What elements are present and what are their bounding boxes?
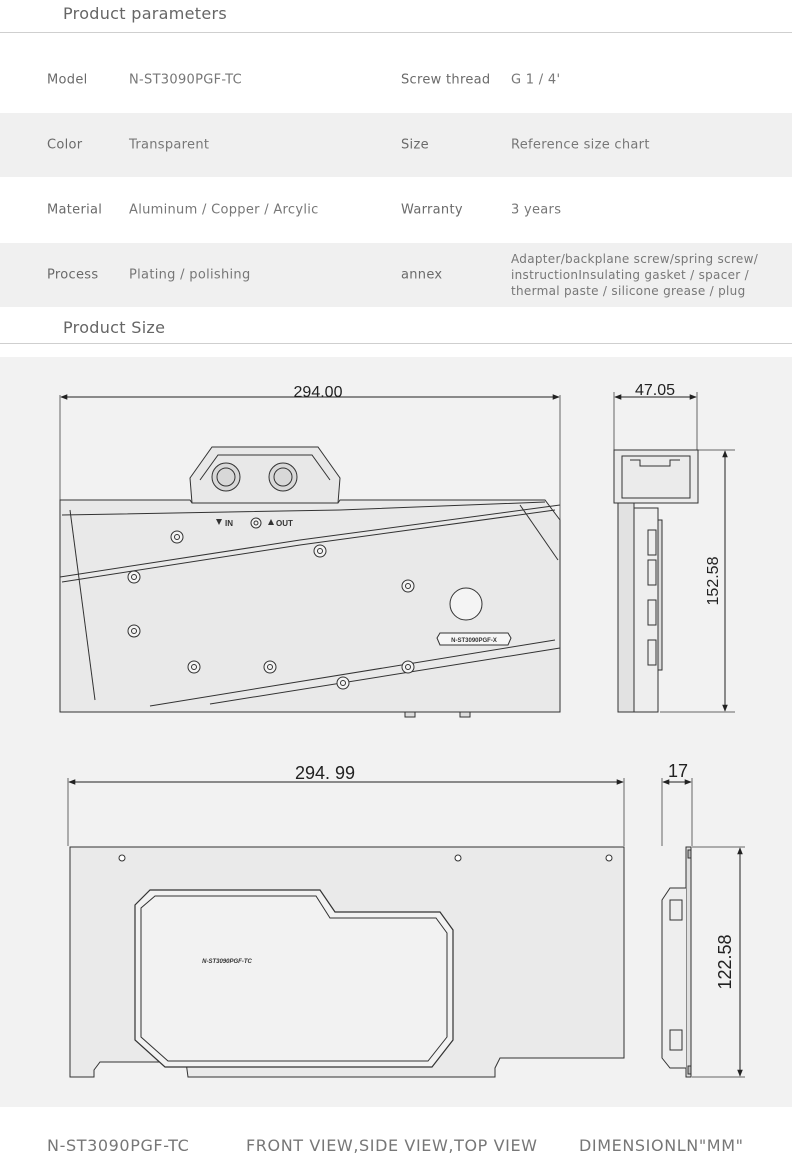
- screw-hole: [132, 629, 137, 634]
- annex-line: Adapter/backplane screw/spring screw/: [511, 252, 759, 266]
- side-block: [634, 508, 658, 712]
- screw-hole: [341, 681, 346, 686]
- dim-side-width: 47.05: [634, 382, 676, 399]
- screw-hole: [132, 575, 137, 580]
- size-section-title: Product Size: [63, 318, 166, 337]
- logo-badge-icon: [450, 588, 482, 620]
- hole-icon: [606, 855, 612, 861]
- port-in-icon: [212, 463, 240, 491]
- dim-front-height: 152.58: [705, 556, 722, 606]
- back-view: [68, 778, 624, 1077]
- hole-icon: [119, 855, 125, 861]
- port-out-icon: [269, 463, 297, 491]
- param-value-color: Transparent: [129, 137, 210, 153]
- annex-line: thermal paste / silicone grease / plug: [511, 284, 746, 298]
- side-backplate: [618, 503, 634, 712]
- dim-back-width: 294. 99: [294, 763, 356, 783]
- param-value-model: N-ST3090PGF-TC: [129, 72, 243, 88]
- mount-foot: [405, 712, 415, 717]
- footer-model: N-ST3090PGF-TC: [47, 1136, 190, 1155]
- side-terminal: [614, 450, 698, 503]
- in-label: IN: [225, 519, 233, 528]
- screw-hole: [192, 665, 197, 670]
- backplate-text: N-ST3090PGF-TC: [202, 959, 252, 965]
- param-value-material: Aluminum / Copper / Arcylic: [129, 202, 319, 218]
- footer-unit: DIMENSIONLN"MM": [579, 1136, 744, 1155]
- hole-icon: [455, 855, 461, 861]
- front-view: [60, 395, 560, 717]
- screw-hole: [254, 521, 258, 525]
- screw-hole: [175, 535, 180, 540]
- params-section-title: Product parameters: [63, 4, 228, 23]
- nameplate-text: N-ST3090PGF-X: [451, 638, 497, 644]
- dim-back-side-width: 17: [667, 761, 689, 781]
- back-side-tab: [688, 850, 691, 858]
- param-label-model: Model: [47, 72, 88, 88]
- param-label-color: Color: [47, 137, 83, 153]
- mount-foot: [460, 712, 470, 717]
- back-side-plate: [686, 847, 691, 1077]
- param-value-warranty: 3 years: [511, 202, 562, 218]
- backplate-window: [135, 890, 453, 1067]
- side-pcb: [658, 520, 662, 670]
- screw-hole: [318, 549, 323, 554]
- footer-views: FRONT VIEW,SIDE VIEW,TOP VIEW: [246, 1136, 538, 1155]
- dim-front-width: 294.00: [293, 384, 343, 401]
- dim-back-height: 122.58: [715, 934, 735, 990]
- param-label-warranty: Warranty: [401, 202, 463, 218]
- param-label-annex: annex: [401, 267, 443, 283]
- param-label-material: Material: [47, 202, 103, 218]
- param-value-size: Reference size chart: [511, 137, 650, 153]
- screw-hole: [268, 665, 273, 670]
- side-view: [614, 392, 735, 712]
- screw-hole: [406, 665, 411, 670]
- param-value-process: Plating / polishing: [129, 267, 251, 283]
- param-label-size: Size: [401, 137, 429, 153]
- out-label: OUT: [276, 519, 293, 528]
- back-side-view: [662, 778, 745, 1077]
- screw-hole: [406, 584, 411, 589]
- back-side-tab: [688, 1066, 691, 1074]
- param-value-screw-thread: G 1 / 4': [511, 72, 561, 88]
- param-label-process: Process: [47, 267, 99, 283]
- annex-line: instructionInsulating gasket / spacer /: [511, 268, 749, 282]
- param-label-screw-thread: Screw thread: [401, 72, 491, 88]
